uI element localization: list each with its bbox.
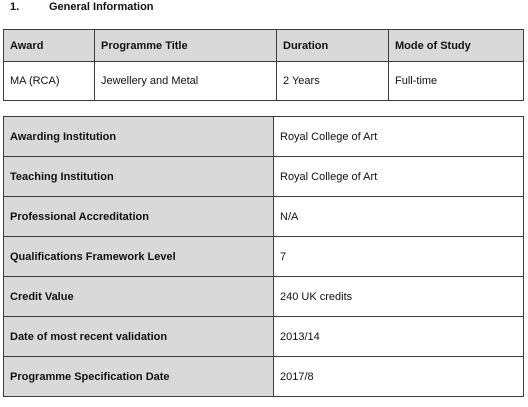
detail-value: N/A bbox=[274, 197, 524, 237]
detail-value: 2013/14 bbox=[274, 317, 524, 357]
detail-value: Royal College of Art bbox=[274, 117, 524, 157]
table-row bbox=[4, 277, 524, 317]
summary-data-row bbox=[4, 62, 524, 101]
header-award: Award bbox=[4, 30, 95, 62]
detail-value: 2017/8 bbox=[274, 357, 524, 397]
programme-summary-table bbox=[3, 29, 524, 101]
cell-mode-of-study: Full-time bbox=[389, 62, 524, 101]
table-row bbox=[4, 197, 524, 237]
header-mode-of-study: Mode of Study bbox=[389, 30, 524, 62]
header-programme-title: Programme Title bbox=[95, 30, 277, 62]
section-title: General Information bbox=[49, 1, 154, 13]
detail-label: Programme Specification Date bbox=[4, 357, 274, 397]
section-number: 1. bbox=[10, 1, 20, 13]
table-row bbox=[4, 317, 524, 357]
detail-label: Date of most recent validation bbox=[4, 317, 274, 357]
table-row bbox=[4, 357, 524, 397]
cell-award: MA (RCA) bbox=[4, 62, 95, 101]
table-row bbox=[4, 237, 524, 277]
detail-label: Qualifications Framework Level bbox=[4, 237, 274, 277]
header-duration: Duration bbox=[277, 30, 389, 62]
detail-label: Awarding Institution bbox=[4, 117, 274, 157]
detail-label: Teaching Institution bbox=[4, 157, 274, 197]
table-row bbox=[4, 117, 524, 157]
detail-value: 240 UK credits bbox=[274, 277, 524, 317]
cell-programme-title: Jewellery and Metal bbox=[95, 62, 277, 101]
detail-value: 7 bbox=[274, 237, 524, 277]
summary-header-row bbox=[4, 30, 524, 62]
cell-duration: 2 Years bbox=[277, 62, 389, 101]
detail-value: Royal College of Art bbox=[274, 157, 524, 197]
table-row bbox=[4, 157, 524, 197]
detail-label: Professional Accreditation bbox=[4, 197, 274, 237]
detail-label: Credit Value bbox=[4, 277, 274, 317]
section-heading bbox=[10, 0, 154, 14]
programme-details-table bbox=[3, 116, 524, 397]
